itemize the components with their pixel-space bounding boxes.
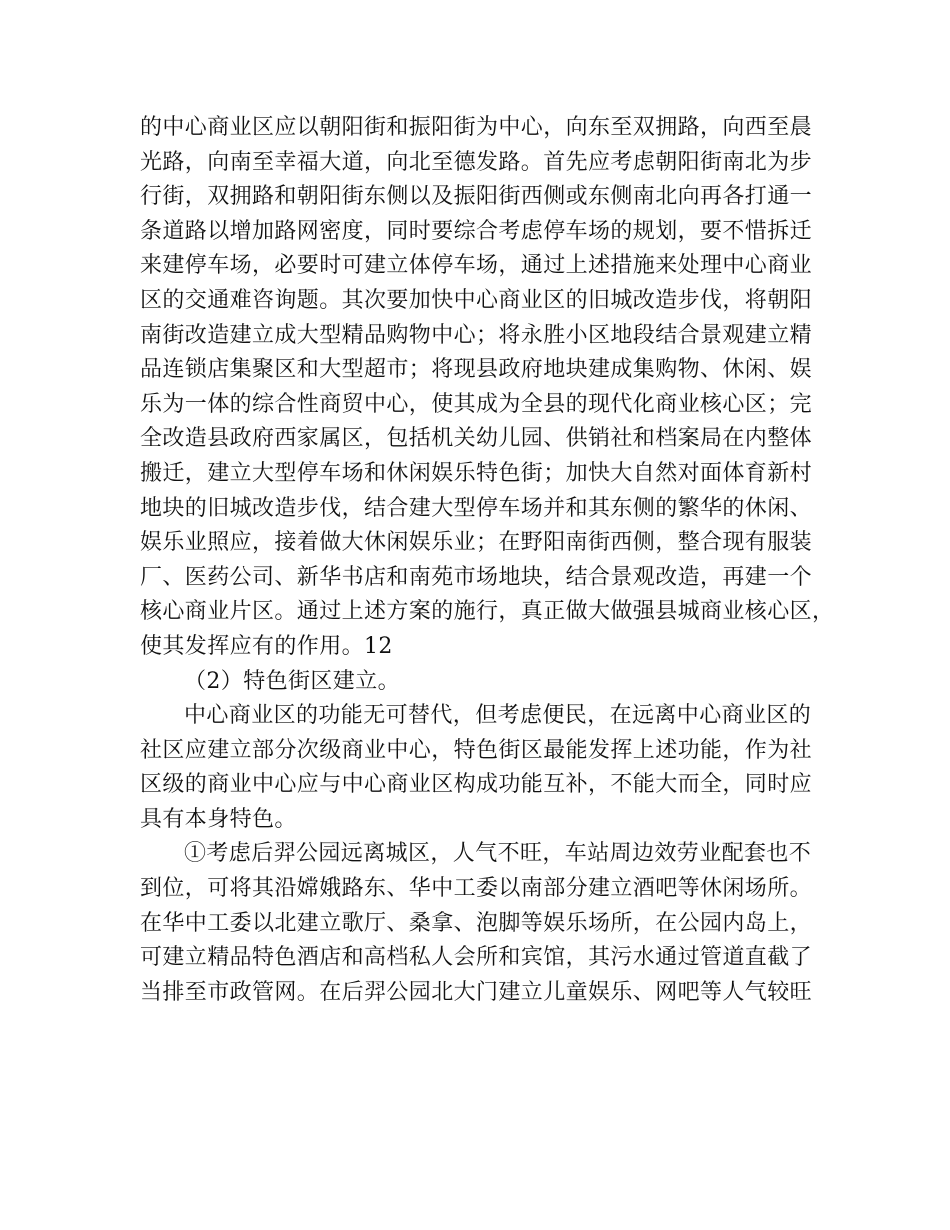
text-line: 使其发挥应有的作用。12	[140, 633, 393, 659]
text-line: 中心商业区的功能无可替代，但考虑便民，在远离中心商业区的	[184, 703, 812, 729]
text-line: 品连锁店集聚区和大型超市；将现县政府地块建成集购物、休闲、娱	[140, 357, 813, 383]
text-line: 娱乐业照应，接着做大休闲娱乐业；在野阳南街西侧，整合现有服装	[140, 530, 813, 556]
text-line: ①考虑后羿公园远离城区，人气不旺，车站周边效劳业配套也不	[184, 841, 812, 867]
text-line: 可建立精品特色酒店和高档私人会所和宾馆，其污水通过管道直截了	[140, 945, 813, 971]
text-line: 来建停车场，必要时可建立体停车场，通过上述措施来处理中心商业	[140, 253, 813, 279]
text-line: 具有本身特色。	[140, 806, 297, 832]
document-body-text	[140, 111, 835, 1010]
text-line: 地块的旧城改造步伐，结合建大型停车场并和其东侧的繁华的休闲、	[140, 495, 813, 521]
text-line: 光路，向南至幸福大道，向北至德发路。首先应考虑朝阳街南北为步	[140, 149, 813, 175]
text-line: 社区应建立部分次级商业中心，特色街区最能发挥上述功能，作为社	[140, 737, 813, 763]
text-line: 搬迁，建立大型停车场和休闲娱乐特色街；加快大自然对面体育新村	[140, 460, 813, 486]
text-line: 在华中工委以北建立歌厅、桑拿、泡脚等娱乐场所，在公园内岛上，	[140, 910, 813, 936]
text-line: 区级的商业中心应与中心商业区构成功能互补，不能大而全，同时应	[140, 772, 813, 798]
text-line: 行街，双拥路和朝阳街东侧以及振阳街西侧或东侧南北向再各打通一	[140, 184, 813, 210]
text-line: 条道路以增加路网密度，同时要综合考虑停车场的规划，要不惜拆迁	[140, 218, 813, 244]
text-line: 核心商业片区。通过上述方案的施行，真正做大做强县城商业核心区，	[140, 599, 835, 625]
text-line: 的中心商业区应以朝阳街和振阳街为中心，向东至双拥路，向西至晨	[140, 115, 813, 140]
text-line: 到位，可将其沿嫦娥路东、华中工委以南部分建立酒吧等休闲场所。	[140, 876, 813, 902]
text-line: 区的交通难咨询题。其次要加快中心商业区的旧城改造步伐，将朝阳	[140, 287, 813, 313]
text-line: 乐为一体的综合性商贸中心，使其成为全县的现代化商业核心区；完	[140, 391, 813, 417]
text-line: 南街改造建立成大型精品购物中心；将永胜小区地段结合景观建立精	[140, 322, 813, 348]
text-line: （2）特色街区建立。	[184, 668, 400, 694]
text-line: 厂、医药公司、新华书店和南苑市场地块，结合景观改造，再建一个	[140, 564, 813, 590]
text-line: 全改造县政府西家属区，包括机关幼儿园、供销社和档案局在内整体	[140, 426, 813, 452]
text-line: 当排至市政管网。在后羿公园北大门建立儿童娱乐、网吧等人气较旺	[140, 979, 813, 1005]
